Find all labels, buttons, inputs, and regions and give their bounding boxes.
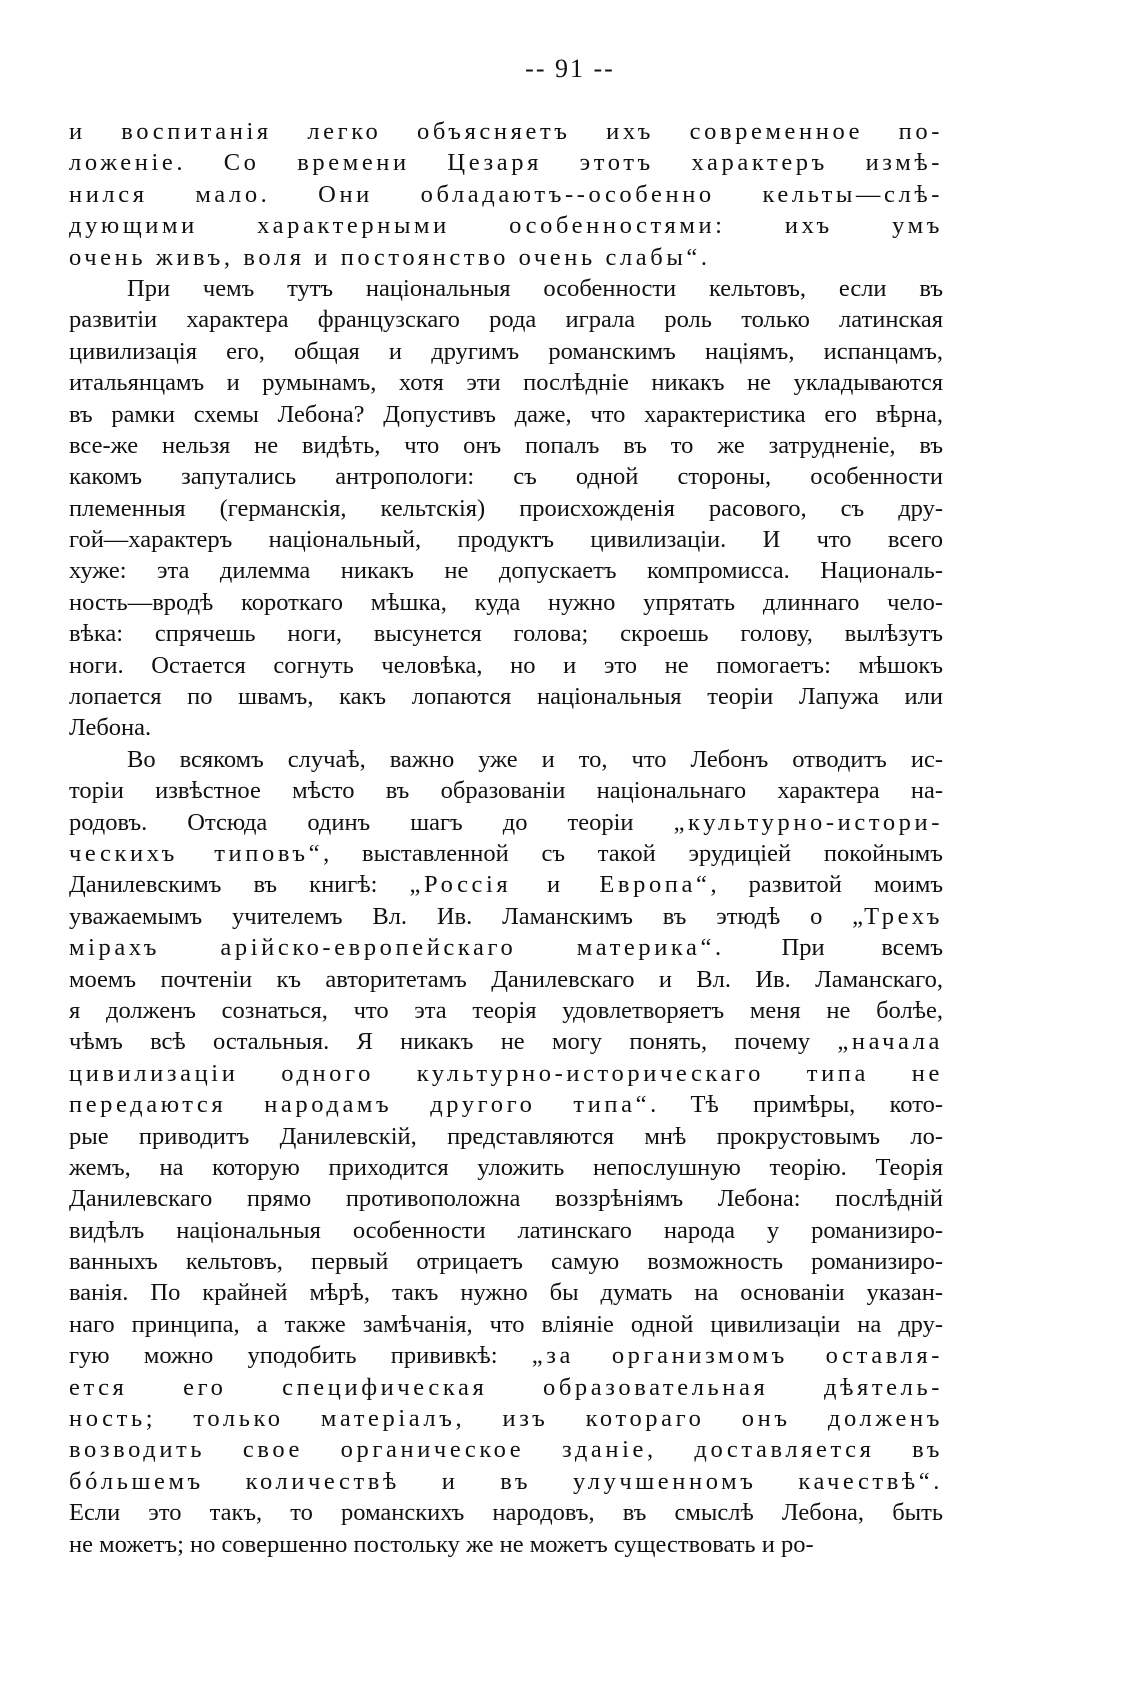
spaced-emphasis-text: ложеніе. Со времени Цезаря этотъ характеръ измѣ-	[69, 149, 943, 177]
text-line	[69, 1434, 943, 1465]
text-segment: Данилевскаго прямо противоположна воззрѣніямъ Лебона: послѣдній	[69, 1185, 943, 1213]
text-segment: цивилизація его, общая и другимъ романскимъ націямъ, испанцамъ,	[69, 337, 943, 365]
text-segment: родовъ. Отсюда одинъ шагъ до теоріи	[69, 808, 674, 836]
text-segment: Если это такъ, то романскихъ народовъ, въ смыслѣ Лебона, быть	[69, 1499, 943, 1527]
text-segment: я долженъ сознаться, что эта теорія удовлетворяетъ меня не болѣе,	[69, 996, 943, 1024]
text-segment: чѣмъ всѣ остальныя. Я никакъ не могу понять, почему	[69, 1028, 838, 1056]
text-line	[69, 1121, 943, 1152]
text-segment: лопается по швамъ, какъ лопаются національныя теоріи Лапужа или	[69, 683, 943, 711]
text-line	[69, 964, 943, 995]
text-line	[69, 1026, 943, 1057]
text-segment: ность—вродѣ короткаго мѣшка, куда нужно упрятать длиннаго чело-	[69, 588, 943, 616]
text-segment: ноги. Остается согнуть человѣка, но и это не помогаетъ: мѣшокъ	[69, 651, 943, 679]
text-line	[69, 242, 943, 273]
text-line	[69, 1529, 943, 1560]
spaced-emphasis-text: бóльшемъ количествѣ и въ улучшенномъ качествѣ“.	[69, 1467, 943, 1495]
text-line	[69, 116, 943, 147]
spaced-emphasis-text: „Трехъ	[852, 902, 943, 930]
spaced-emphasis-text: ется его специфическая образовательная дѣятель-	[69, 1373, 943, 1401]
text-segment: Лебона.	[69, 714, 152, 742]
text-segment: Во всякомъ случаѣ, важно уже и то, что Лебонъ отводитъ ис-	[127, 745, 943, 773]
spaced-emphasis-text: и воспитанія легко объясняетъ ихъ современное по-	[69, 118, 943, 145]
text-segment: видѣлъ національныя особенности латинскаго народа у романизиро-	[69, 1216, 943, 1244]
text-line	[69, 1246, 943, 1277]
spaced-emphasis-text: нился мало. Они обладаютъ--особенно кельты—слѣ-	[69, 180, 943, 208]
text-segment: торіи извѣстное мѣсто въ образованіи національнаго характера на-	[69, 777, 943, 805]
text-line	[69, 1466, 943, 1497]
text-line	[69, 493, 943, 524]
page-number: -- 91 --	[525, 54, 615, 83]
paragraph	[69, 116, 943, 273]
text-segment: какомъ запутались антропологи: съ одной стороны, особенности	[69, 463, 943, 491]
text-segment: все-же нельзя не видѣть, что онъ попалъ въ то же затрудненіе, въ	[69, 431, 943, 459]
text-line	[69, 775, 943, 806]
text-line	[69, 555, 943, 586]
text-segment: наго принципа, а также замѣчанія, что вліяніе одной цивилизаціи на дру-	[69, 1310, 943, 1338]
text-line	[69, 336, 943, 367]
text-line	[69, 1309, 943, 1340]
text-line	[69, 712, 943, 743]
text-line	[69, 995, 943, 1026]
spaced-emphasis-text: цивилизаціи одного культурно-историческаго типа не	[69, 1059, 943, 1087]
text-line	[69, 273, 943, 304]
spaced-emphasis-text: „начала	[837, 1028, 943, 1056]
text-line	[69, 1183, 943, 1214]
text-line	[69, 587, 943, 618]
text-segment: хуже: эта дилемма никакъ не допускаетъ компромисса. Националь-	[69, 557, 943, 585]
text-line	[69, 367, 943, 398]
text-segment: ванныхъ кельтовъ, первый отрицаетъ самую возможность романизиро-	[69, 1248, 943, 1276]
text-line	[69, 179, 943, 210]
text-line	[69, 618, 943, 649]
text-line	[69, 744, 943, 775]
text-segment: жемъ, на которую приходится уложить непослушную теорію. Теорія	[69, 1153, 943, 1181]
text-segment: итальянцамъ и румынамъ, хотя эти послѣдніе никакъ не укладываются	[69, 369, 943, 397]
text-segment: . Тѣ примѣры, кото-	[650, 1091, 943, 1119]
spaced-emphasis-text: „за организмомъ оставля-	[531, 1342, 943, 1370]
text-segment: При чемъ тутъ національныя особенности кельтовъ, если въ	[127, 274, 943, 302]
paragraph	[69, 273, 943, 744]
text-line	[69, 430, 943, 461]
spaced-emphasis-text: возводить свое органическое зданіе, доставляется въ	[69, 1436, 943, 1464]
text-segment: племенныя (германскія, кельтскія) происхожденія расового, съ дру-	[69, 494, 943, 522]
text-segment: , развитой моимъ	[710, 871, 944, 899]
text-segment: не можетъ; но совершенно постольку же не можетъ существовать и ро-	[69, 1530, 814, 1558]
text-line	[69, 1403, 943, 1434]
text-segment: рые приводитъ Данилевскій, представляются мнѣ прокрустовымъ ло-	[69, 1122, 943, 1150]
text-line	[69, 1277, 943, 1308]
text-line	[69, 304, 943, 335]
spaced-emphasis-text: дующими характерными особенностями: ихъ умъ	[69, 212, 943, 240]
text-segment: , выставленной съ такой эрудиціей покойнымъ	[323, 839, 943, 867]
text-segment: развитіи характера французскаго рода играла роль только латинская	[69, 306, 943, 334]
spaced-emphasis-text: ческихъ типовъ“	[69, 839, 324, 867]
text-line	[69, 147, 943, 178]
text-line	[69, 1372, 943, 1403]
text-line	[69, 1089, 943, 1120]
text-line	[69, 399, 943, 430]
spaced-emphasis-text: „Россія и Европа“	[409, 871, 711, 899]
text-line	[69, 807, 943, 838]
text-line	[69, 461, 943, 492]
text-line	[69, 838, 943, 869]
paragraph	[69, 744, 943, 1560]
text-segment: При всемъ	[724, 934, 943, 962]
spaced-emphasis-text: „культурно-истори-	[673, 808, 943, 836]
spaced-emphasis-text: очень живъ, воля и постоянство очень слабы“.	[69, 243, 711, 271]
text-line	[69, 524, 943, 555]
text-line	[69, 901, 943, 932]
text-line	[69, 1497, 943, 1528]
text-line	[69, 1215, 943, 1246]
text-segment: вѣка: спрячешь ноги, высунется голова; скроешь голову, вылѣзутъ	[69, 620, 943, 648]
text-line	[69, 932, 943, 963]
spaced-emphasis-text: передаются народамъ другого типа“	[69, 1091, 651, 1119]
text-segment: Данилевскимъ въ книгѣ:	[69, 871, 410, 899]
text-line	[69, 650, 943, 681]
text-segment: уважаемымъ учителемъ Вл. Ив. Ламанскимъ въ этюдѣ о	[69, 902, 853, 930]
text-segment: моемъ почтеніи къ авторитетамъ Данилевскаго и Вл. Ив. Ламанскаго,	[69, 965, 943, 993]
text-line	[69, 1058, 943, 1089]
text-segment: гой—характеръ національный, продуктъ цивилизаціи. И что всего	[69, 526, 943, 554]
spaced-emphasis-text: мірахъ арійско-европейскаго материка“.	[69, 934, 725, 962]
spaced-emphasis-text: ность; только матеріалъ, изъ котораго онъ долженъ	[69, 1405, 943, 1433]
text-line	[69, 1340, 943, 1371]
text-segment: въ рамки схемы Лебона? Допустивъ даже, что характеристика его вѣрна,	[69, 400, 943, 428]
body-text	[69, 116, 943, 1560]
text-line	[69, 869, 943, 900]
text-line	[69, 1152, 943, 1183]
text-segment: гую можно уподобить прививкѣ:	[69, 1342, 532, 1370]
text-line	[69, 681, 943, 712]
text-line	[69, 210, 943, 241]
text-segment: ванія. По крайней мѣрѣ, такъ нужно бы думать на основаніи указан-	[69, 1279, 943, 1307]
